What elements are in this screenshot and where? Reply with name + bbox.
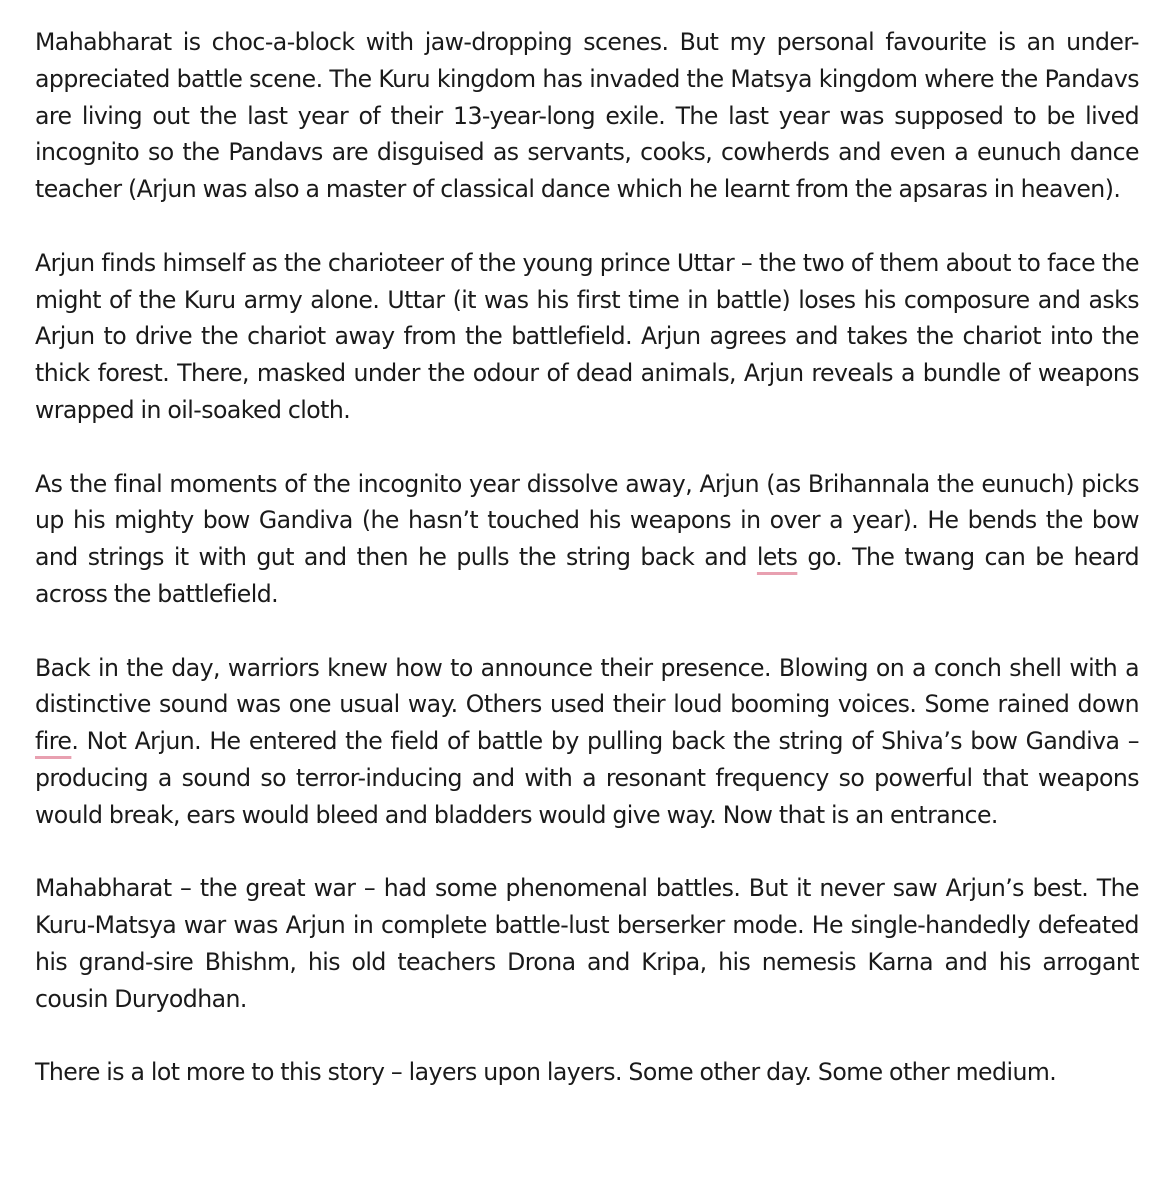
paragraph-4-text-before: Back in the day, warriors knew how to announce their presence. Blowing on a conch shell with a distinctive sound was one usual way. Others used their loud booming voices. Some rained down xyxy=(35,653,1139,719)
paragraph-3-text-before: As the final moments of the incognito year dissolve away, Arjun (as Brihannala the eunuch) picks up his mighty bow Gandiva (he hasn’t touched his weapons in over a year). He bends the bow and strings it with gut and then he pulls the string back and xyxy=(35,469,1139,572)
paragraph-3 xyxy=(35,466,1139,613)
paragraph-4-text-after: . Not Arjun. He entered the field of battle by pulling back the string of Shiva’s bow Gandiva – producing a sound so terror-inducing and with a resonant frequency so powerful that weapons would break, ears would bleed and bladders would give way. Now that is an entrance. xyxy=(35,727,1139,829)
spellcheck-flagged-word[interactable]: fire xyxy=(35,727,72,756)
paragraph-4 xyxy=(35,650,1139,834)
paragraph-2: Arjun finds himself as the charioteer of the young prince Uttar – the two of them about to face the might of the Kuru army alone. Uttar (it was his first time in battle) loses his composure and asks Arjun to drive the chariot away from the battlefield. Arjun agrees and takes the chariot into the thick forest. There, masked under the odour of dead animals, Arjun reveals a bundle of weapons wrapped in oil-soaked cloth. xyxy=(35,248,1139,424)
document-body xyxy=(35,24,1139,1128)
paragraph-6: There is a lot more to this story – layers upon layers. Some other day. Some other medium. xyxy=(35,1058,1057,1087)
spellcheck-flagged-word[interactable]: lets xyxy=(756,543,798,572)
paragraph-5: Mahabharat – the great war – had some phenomenal battles. But it never saw Arjun’s best. The Kuru-Matsya war was Arjun in complete battle-lust berserker mode. He single-handedly defeated his grand-sire Bhishm, his old teachers Drona and Kripa, his nemesis Karna and his arrogant cousin Duryodhan. xyxy=(35,874,1139,1013)
paragraph-3-text-after: go. The twang can be heard across the battlefield. xyxy=(35,543,1140,608)
paragraph-1: Mahabharat is choc-a-block with jaw-dropping scenes. But my personal favourite is an under-appreciated battle scene. The Kuru kingdom has invaded the Matsya kingdom where the Pandavs are living out the last year of their 13-year-long exile. The last year was supposed to be lived incognito so the Pandavs are disguised as servants, cooks, cowherds and even a eunuch dance teacher (Arjun was also a master of classical dance which he learnt from the apsaras in heaven). xyxy=(35,28,1139,204)
